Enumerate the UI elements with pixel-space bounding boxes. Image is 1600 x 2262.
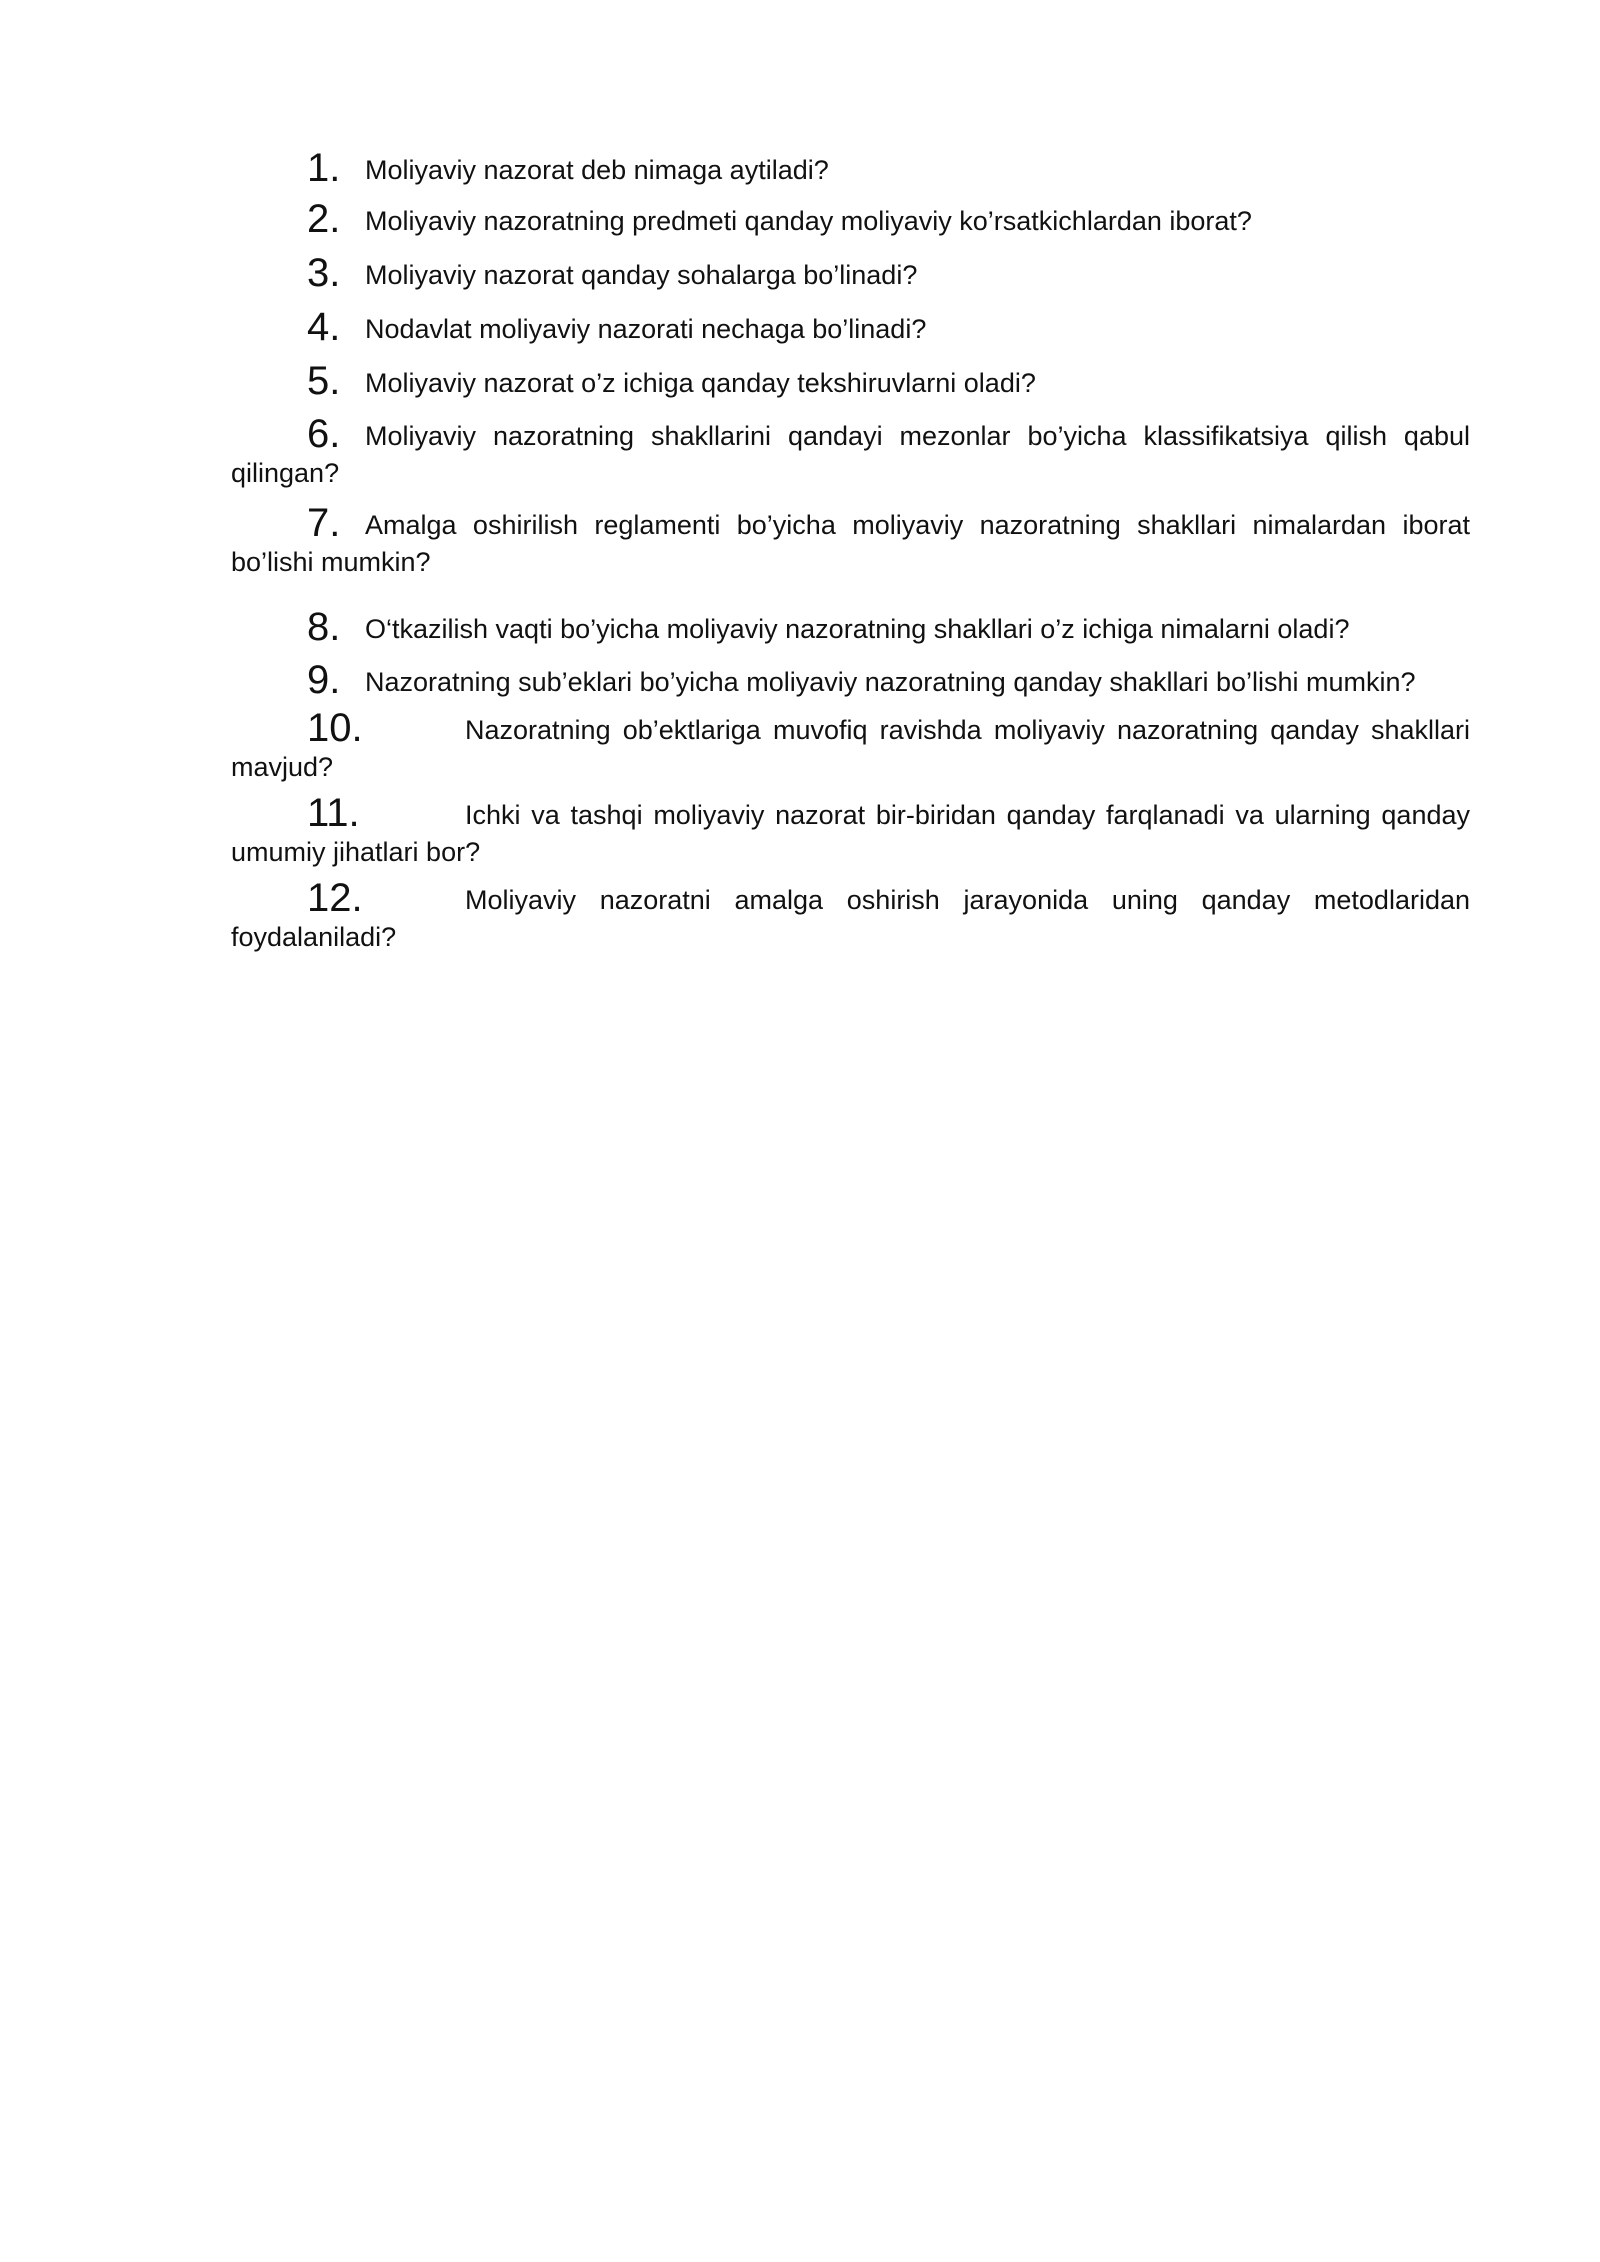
question-text: Moliyaviy nazoratning shakllarini qandayi mezonlar bo’yicha klassifikatsiya qilish qabul qilingan? <box>231 421 1470 488</box>
question-number: 4. <box>307 305 341 349</box>
question-number: 1. <box>307 146 341 190</box>
question-text: Nodavlat moliyaviy nazorati nechaga bo’linadi? <box>365 314 927 344</box>
question-text: Ichki va tashqi moliyaviy nazorat bir-biridan qanday farqlanadi va ularning qanday umumiy jihatlari bor? <box>231 800 1470 867</box>
question-item-3 <box>231 251 1470 295</box>
question-item-6 <box>231 412 1470 492</box>
question-item-12 <box>231 876 1470 956</box>
question-text: Amalga oshirilish reglamenti bo’yicha moliyaviy nazoratning shakllari nimalardan iborat bo’lishi mumkin? <box>231 510 1470 577</box>
question-number: 10. <box>307 706 363 750</box>
question-number: 9. <box>307 658 341 702</box>
question-item-9 <box>231 658 1470 702</box>
question-item-2 <box>231 197 1470 241</box>
question-number: 7. <box>307 501 341 545</box>
question-text: O‘tkazilish vaqti bo’yicha moliyaviy nazoratning shakllari o’z ichiga nimalarni oladi? <box>365 614 1350 644</box>
question-text: Moliyaviy nazoratning predmeti qanday moliyaviy ko’rsatkichlardan iborat? <box>365 206 1252 236</box>
question-text: Nazoratning sub’eklari bo’yicha moliyaviy nazoratning qanday shakllari bo’lishi mumkin? <box>365 667 1416 697</box>
question-number: 3. <box>307 251 341 295</box>
question-number: 5. <box>307 359 341 403</box>
question-number: 8. <box>307 605 341 649</box>
question-list <box>231 146 1470 956</box>
question-number: 6. <box>307 412 341 456</box>
question-text: Moliyaviy nazorat deb nimaga aytiladi? <box>365 155 829 185</box>
question-item-1 <box>231 146 1470 190</box>
question-text: Nazoratning ob’ektlariga muvofiq ravishda moliyaviy nazoratning qanday shakllari mavjud? <box>231 715 1470 782</box>
question-text: Moliyaviy nazorat o’z ichiga qanday tekshiruvlarni oladi? <box>365 368 1036 398</box>
question-item-8 <box>231 605 1470 649</box>
question-item-4 <box>231 305 1470 349</box>
question-item-11 <box>231 791 1470 871</box>
question-item-7 <box>231 501 1470 581</box>
question-number: 11. <box>307 791 360 835</box>
question-text: Moliyaviy nazorat qanday sohalarga bo’linadi? <box>365 260 918 290</box>
question-text: Moliyaviy nazoratni amalga oshirish jarayonida uning qanday metodlaridan foydalaniladi? <box>231 885 1470 952</box>
question-number: 12. <box>307 876 363 920</box>
question-number: 2. <box>307 197 341 241</box>
question-item-10 <box>231 706 1470 786</box>
question-item-5 <box>231 359 1470 403</box>
